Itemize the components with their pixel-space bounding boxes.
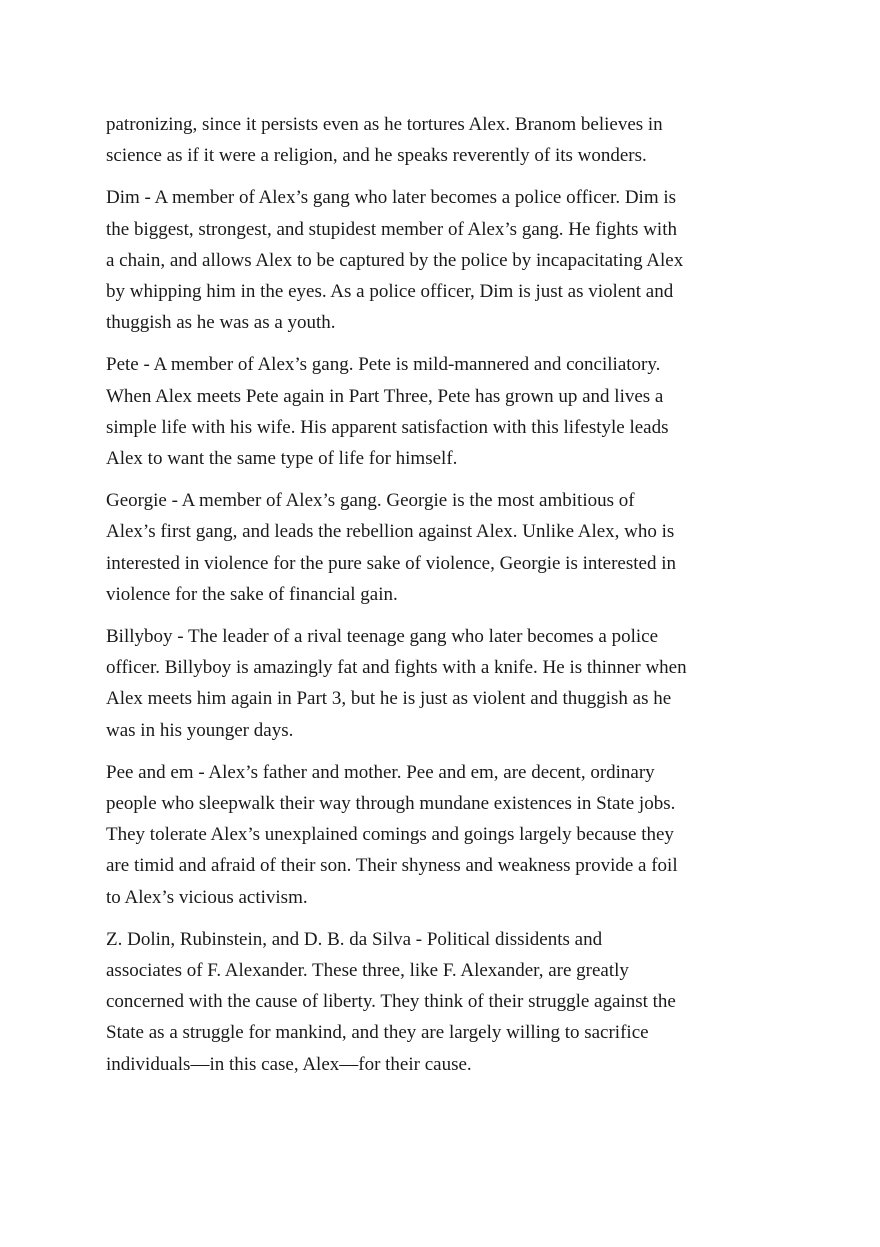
text-line: the biggest, strongest, and stupidest member of Alex’s gang. He fights with <box>106 218 677 240</box>
paragraph-dissidents <box>106 924 746 1080</box>
text-line: State as a struggle for mankind, and they are largely willing to sacrifice <box>106 1022 649 1044</box>
paragraph-pete <box>106 349 746 474</box>
text-line: Alex’s first gang, and leads the rebellion against Alex. Unlike Alex, who is <box>106 521 675 543</box>
text-line: by whipping him in the eyes. As a police officer, Dim is just as violent and <box>106 281 674 303</box>
text-line: people who sleepwalk their way through mundane existences in State jobs. <box>106 793 676 815</box>
text-line: Georgie - A member of Alex’s gang. Georgie is the most ambitious of <box>106 490 635 512</box>
text-line: associates of F. Alexander. These three, like F. Alexander, are greatly <box>106 960 629 982</box>
text-line: to Alex’s vicious activism. <box>106 886 308 908</box>
text-line: Z. Dolin, Rubinstein, and D. B. da Silva - Political dissidents and <box>106 928 603 950</box>
text-line: Alex meets him again in Part 3, but he is just as violent and thuggish as he <box>106 688 672 710</box>
paragraph-pee-and-em <box>106 757 746 913</box>
text-line: a chain, and allows Alex to be captured by the police by incapacitating Alex <box>106 249 684 271</box>
text-line: science as if it were a religion, and he speaks reverently of its wonders. <box>106 145 647 167</box>
paragraph-dim <box>106 182 746 338</box>
text-line: interested in violence for the pure sake of violence, Georgie is interested in <box>106 552 676 574</box>
paragraph-branom-continued <box>106 109 746 171</box>
text-line: are timid and afraid of their son. Their shyness and weakness provide a foil <box>106 855 678 877</box>
text-line: Billyboy - The leader of a rival teenage gang who later becomes a police <box>106 626 659 648</box>
text-line: was in his younger days. <box>106 719 294 741</box>
paragraph-georgie <box>106 485 746 610</box>
text-line: simple life with his wife. His apparent satisfaction with this lifestyle leads <box>106 416 669 438</box>
text-line: Pee and em - Alex’s father and mother. Pee and em, are decent, ordinary <box>106 761 655 783</box>
text-line: Dim - A member of Alex’s gang who later becomes a police officer. Dim is <box>106 187 677 209</box>
document-body <box>106 109 746 1091</box>
text-line: When Alex meets Pete again in Part Three, Pete has grown up and lives a <box>106 385 664 407</box>
text-line: thuggish as he was as a youth. <box>106 312 336 334</box>
text-line: officer. Billyboy is amazingly fat and fights with a knife. He is thinner when <box>106 657 687 679</box>
text-line: individuals—in this case, Alex—for their cause. <box>106 1053 472 1075</box>
text-line: They tolerate Alex’s unexplained comings and goings largely because they <box>106 824 674 846</box>
text-line: concerned with the cause of liberty. They think of their struggle against the <box>106 991 676 1013</box>
text-line: patronizing, since it persists even as he tortures Alex. Branom believes in <box>106 114 663 135</box>
text-line: Alex to want the same type of life for himself. <box>106 448 458 470</box>
text-line: Pete - A member of Alex’s gang. Pete is mild-mannered and conciliatory. <box>106 354 661 376</box>
paragraph-billyboy <box>106 621 746 746</box>
text-line: violence for the sake of financial gain. <box>106 583 398 605</box>
